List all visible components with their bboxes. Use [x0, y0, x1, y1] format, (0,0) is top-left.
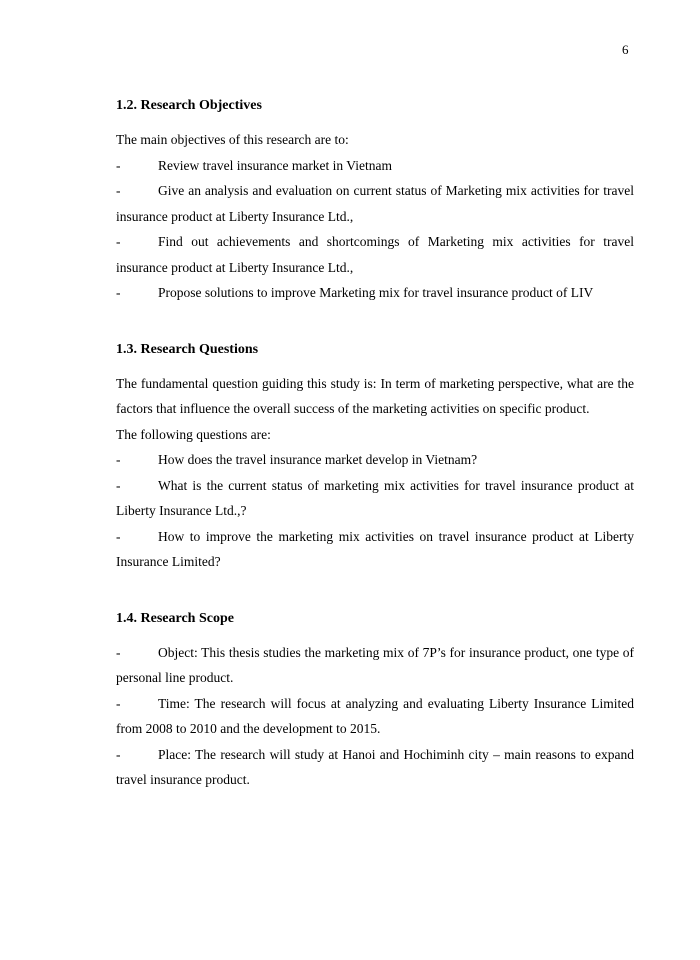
list-item [116, 447, 634, 473]
list-item-text: How does the travel insurance market develop in Vietnam? [158, 452, 478, 467]
list-item [116, 742, 634, 793]
list-item-text: Propose solutions to improve Marketing mix for travel insurance product of LIV [158, 285, 594, 300]
section-heading: 1.4. Research Scope [116, 610, 234, 626]
list-item-text: Review travel insurance market in Vietnam [158, 157, 392, 173]
section-research-questions [116, 340, 634, 575]
list-item [116, 524, 634, 575]
list-item [116, 473, 634, 524]
bullet-dash: - [116, 644, 121, 660]
bullet-dash: - [116, 234, 121, 249]
section-heading: 1.3. Research Questions [116, 341, 259, 357]
list-item-text: Give an analysis and evaluation on current status of Marketing mix activities for travel insurance product at Liberty Insurance Ltd., [116, 183, 634, 224]
list-item [116, 691, 634, 742]
bullet-dash: - [116, 183, 121, 198]
section-intro: The fundamental question guiding this study is: In term of marketing perspective, what are the factors that influence the overall success of the marketing activities on specific product. [116, 375, 634, 416]
section-intro: The main objectives of this research are to: [116, 132, 349, 147]
list-item-text: Time: The research will focus at analyzing and evaluating Liberty Insurance Limited from 2008 to 2010 and the development to 2015. [116, 695, 634, 736]
bullet-dash: - [116, 285, 121, 300]
list-item-text: Place: The research will study at Hanoi and Hochiminh city – main reasons to expand travel insurance product. [116, 746, 634, 787]
list-item [116, 178, 634, 229]
list-item-text: What is the current status of marketing mix activities for travel insurance product at Liberty Insurance Ltd.,? [116, 477, 634, 518]
bullet-dash: - [116, 157, 121, 173]
section-intro-secondary: The following questions are: [116, 426, 271, 442]
bullet-dash: - [116, 746, 121, 762]
list-item [116, 153, 634, 179]
section-heading: 1.2. Research Objectives [116, 98, 262, 113]
section-research-objectives [116, 96, 634, 306]
list-item-text: Find out achievements and shortcomings of Marketing mix activities for travel insurance product at Liberty Insurance Ltd., [116, 234, 634, 275]
page-content [116, 96, 634, 827]
list-item [116, 280, 634, 306]
bullet-dash: - [116, 528, 121, 544]
page-number: 6 [622, 42, 629, 57]
bullet-dash: - [116, 477, 121, 493]
list-item [116, 640, 634, 691]
list-item [116, 229, 634, 280]
bullet-dash: - [116, 452, 121, 467]
section-research-scope [116, 609, 634, 793]
bullet-dash: - [116, 695, 121, 711]
list-item-text: Object: This thesis studies the marketing mix of 7P’s for insurance product, one type of personal line product. [116, 644, 634, 685]
list-item-text: How to improve the marketing mix activities on travel insurance product at Liberty Insurance Limited? [116, 528, 634, 569]
